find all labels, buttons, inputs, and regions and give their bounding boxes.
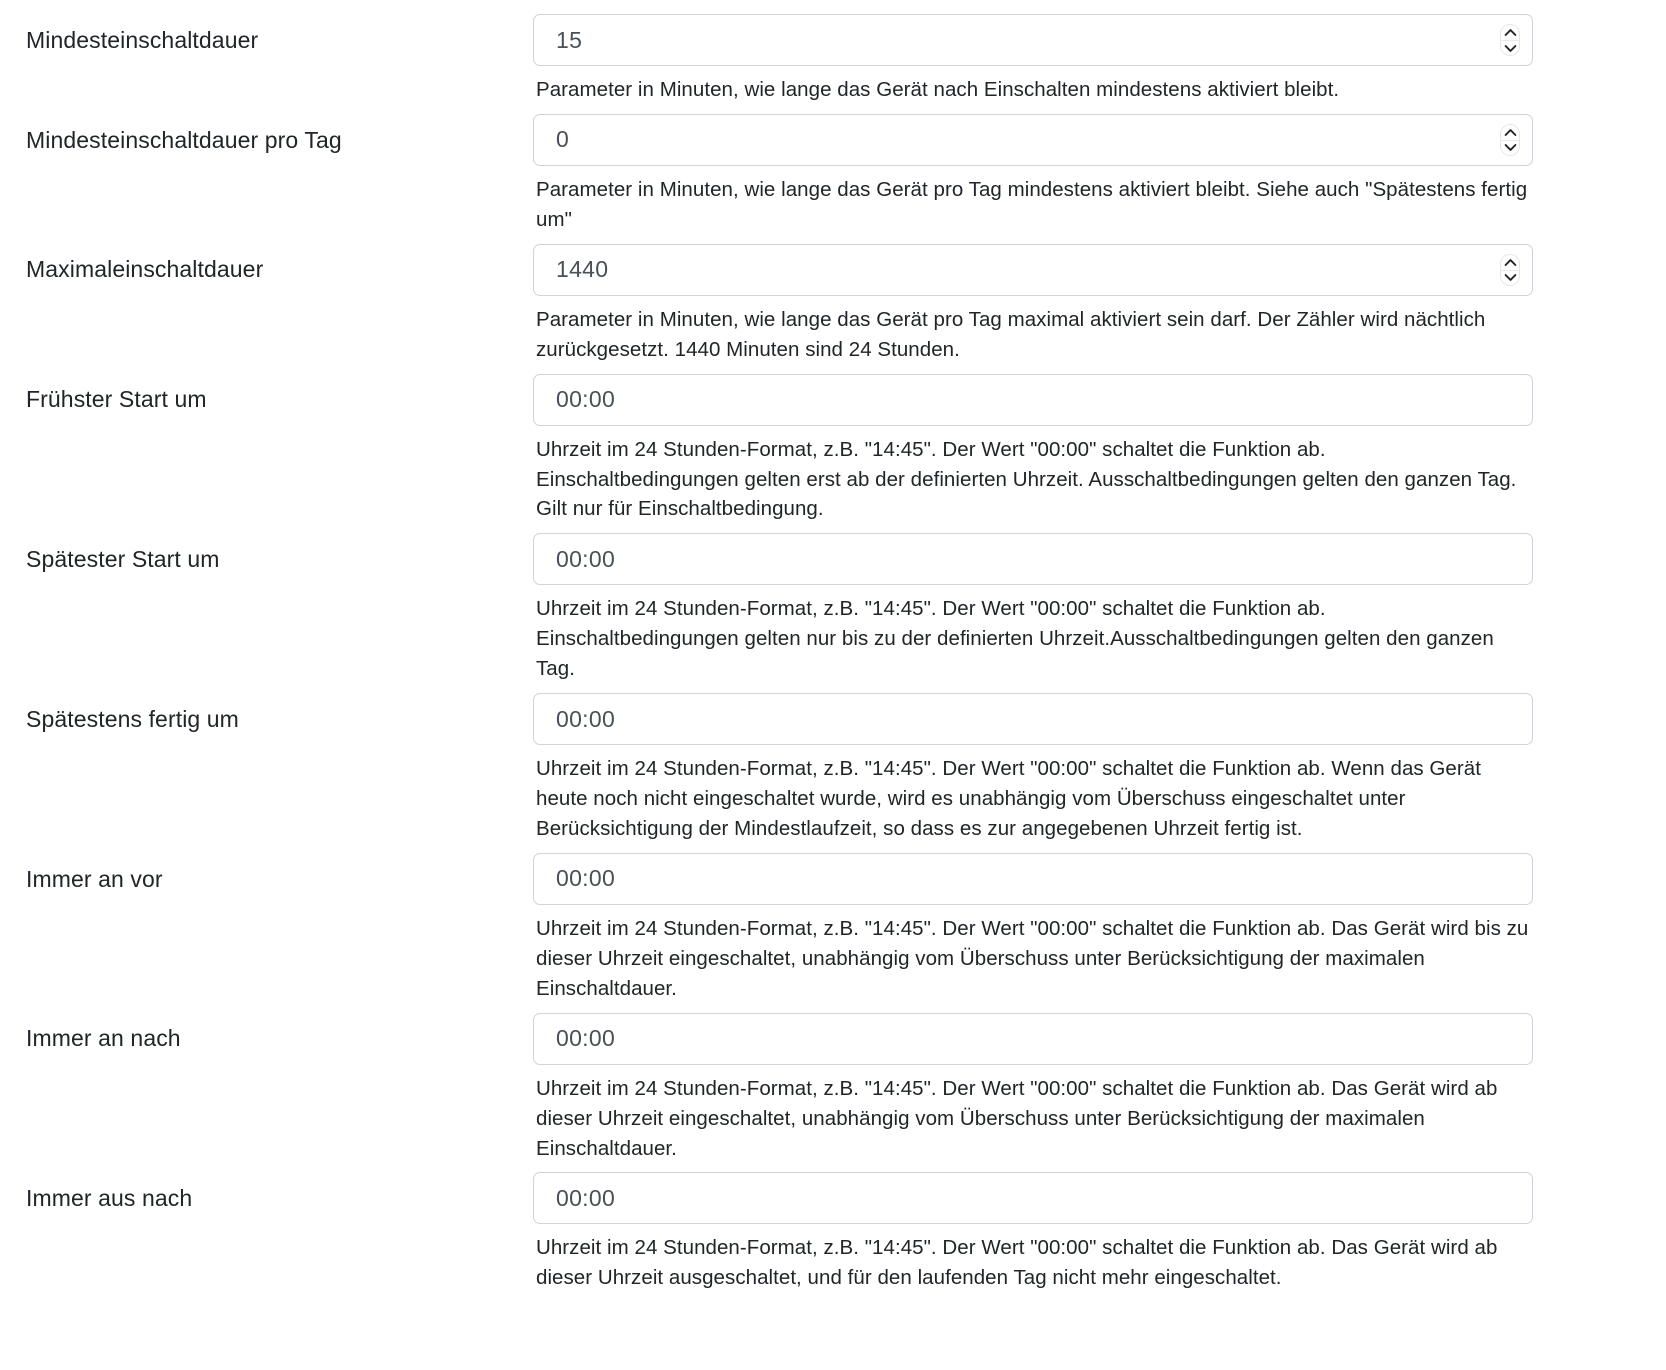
field-label-cell <box>0 533 533 585</box>
field-row <box>0 374 1666 534</box>
field-row <box>0 244 1666 374</box>
field-label-cell <box>0 693 533 745</box>
time-input[interactable] <box>533 1013 1533 1065</box>
chevron-up-icon[interactable] <box>1501 255 1519 270</box>
number-input[interactable] <box>533 244 1533 296</box>
field-control-cell <box>533 1013 1666 1173</box>
field-label-cell <box>0 14 533 66</box>
field-label: Spätester Start um <box>26 546 220 572</box>
input-wrapper <box>533 374 1533 426</box>
input-wrapper <box>533 1013 1533 1065</box>
number-input[interactable] <box>533 14 1533 66</box>
field-control-cell <box>533 533 1666 693</box>
input-wrapper <box>533 114 1533 166</box>
time-input[interactable] <box>533 693 1533 745</box>
field-row <box>0 693 1666 853</box>
field-help-text: Uhrzeit im 24 Stunden-Format, z.B. "14:45". Der Wert "00:00" schaltet die Funktion ab. Das Gerät wird bis zu dieser Uhrzeit eingeschaltet, unabhängig vom Überschuss unter Berücksichtigung der maximalen Einschaltdauer. <box>536 916 1529 1000</box>
input-wrapper <box>533 244 1533 296</box>
input-wrapper <box>533 693 1533 745</box>
number-stepper[interactable] <box>1500 124 1520 156</box>
field-label: Immer an vor <box>26 865 163 892</box>
field-row <box>0 114 1666 244</box>
input-wrapper <box>533 14 1533 66</box>
field-control-cell <box>533 244 1666 374</box>
field-control-cell <box>533 114 1666 244</box>
field-help-text: Uhrzeit im 24 Stunden-Format, z.B. "14:45". Der Wert "00:00" schaltet die Funktion ab. Wenn das Gerät heute noch nicht eingeschaltet wurde, wird es unabhängig vom Überschuss eingeschaltet unter Berücksichtigung der Mindestlaufzeit, so dass es zur angegebenen Uhrzeit fertig ist. <box>536 757 1481 840</box>
field-row <box>0 14 1666 114</box>
field-help-text: Uhrzeit im 24 Stunden-Format, z.B. "14:45". Der Wert "00:00" schaltet die Funktion ab. Einschaltbedingungen gelten nur bis zu der definierten Uhrzeit.Ausschaltbedingungen gelten den ganzen Tag. <box>536 597 1494 681</box>
input-wrapper <box>533 533 1533 585</box>
field-help-text: Uhrzeit im 24 Stunden-Format, z.B. "14:45". Der Wert "00:00" schaltet die Funktion ab. Das Gerät wird ab dieser Uhrzeit eingeschaltet, unabhängig vom Überschuss unter Berücksichtigung der maximalen Einschaltdauer. <box>536 1076 1498 1160</box>
chevron-up-icon[interactable] <box>1501 125 1519 140</box>
time-input[interactable] <box>533 853 1533 905</box>
field-label: Mindesteinschaltdauer pro Tag <box>26 126 342 153</box>
field-help-text: Parameter in Minuten, wie lange das Gerät nach Einschalten mindestens aktiviert bleibt. <box>536 78 1340 101</box>
field-control-cell <box>533 1172 1666 1302</box>
field-label: Frühster Start um <box>26 386 207 413</box>
field-label-cell <box>0 1172 533 1224</box>
field-control-cell <box>533 374 1666 534</box>
chevron-down-icon[interactable] <box>1501 270 1519 285</box>
field-control-cell <box>533 693 1666 853</box>
field-label-cell <box>0 244 533 296</box>
field-help-text: Parameter in Minuten, wie lange das Gerät pro Tag mindestens aktiviert bleibt. Siehe auch "Spätestens fertig um" <box>536 177 1528 231</box>
field-help-text: Uhrzeit im 24 Stunden-Format, z.B. "14:45". Der Wert "00:00" schaltet die Funktion ab. Einschaltbedingungen gelten erst ab der definierten Uhrzeit. Ausschaltbedingungen gelten den ganzen Tag. Gilt nur für Einschaltbedingung. <box>536 437 1517 521</box>
field-row <box>0 853 1666 1013</box>
number-input[interactable] <box>533 114 1533 166</box>
field-help-text: Uhrzeit im 24 Stunden-Format, z.B. "14:45". Der Wert "00:00" schaltet die Funktion ab. Das Gerät wird ab dieser Uhrzeit ausgeschaltet, und für den laufenden Tag nicht mehr eingeschaltet. <box>536 1236 1498 1290</box>
chevron-down-icon[interactable] <box>1501 40 1519 55</box>
field-control-cell <box>533 853 1666 1013</box>
field-row <box>0 1172 1666 1302</box>
chevron-down-icon[interactable] <box>1501 140 1519 155</box>
time-input[interactable] <box>533 1172 1533 1224</box>
field-label: Immer aus nach <box>26 1185 193 1212</box>
field-control-cell <box>533 14 1666 114</box>
field-label-cell <box>0 1013 533 1065</box>
field-label: Maximaleinschaltdauer <box>26 256 264 283</box>
field-label: Mindesteinschaltdauer <box>26 26 259 53</box>
field-help-text: Parameter in Minuten, wie lange das Gerät pro Tag maximal aktiviert sein darf. Der Zähler wird nächtlich zurückgesetzt. 1440 Minuten sind 24 Stunden. <box>536 307 1486 361</box>
time-input[interactable] <box>533 374 1533 426</box>
field-label-cell <box>0 114 533 166</box>
field-row <box>0 1013 1666 1173</box>
field-label: Immer an nach <box>26 1025 181 1052</box>
input-wrapper <box>533 1172 1533 1224</box>
number-stepper[interactable] <box>1500 254 1520 286</box>
field-row <box>0 533 1666 693</box>
chevron-up-icon[interactable] <box>1501 25 1519 40</box>
field-label-cell <box>0 853 533 905</box>
number-stepper[interactable] <box>1500 24 1520 56</box>
time-input[interactable] <box>533 533 1533 585</box>
input-wrapper <box>533 853 1533 905</box>
field-label: Spätestens fertig um <box>26 705 239 732</box>
field-label-cell <box>0 374 533 426</box>
